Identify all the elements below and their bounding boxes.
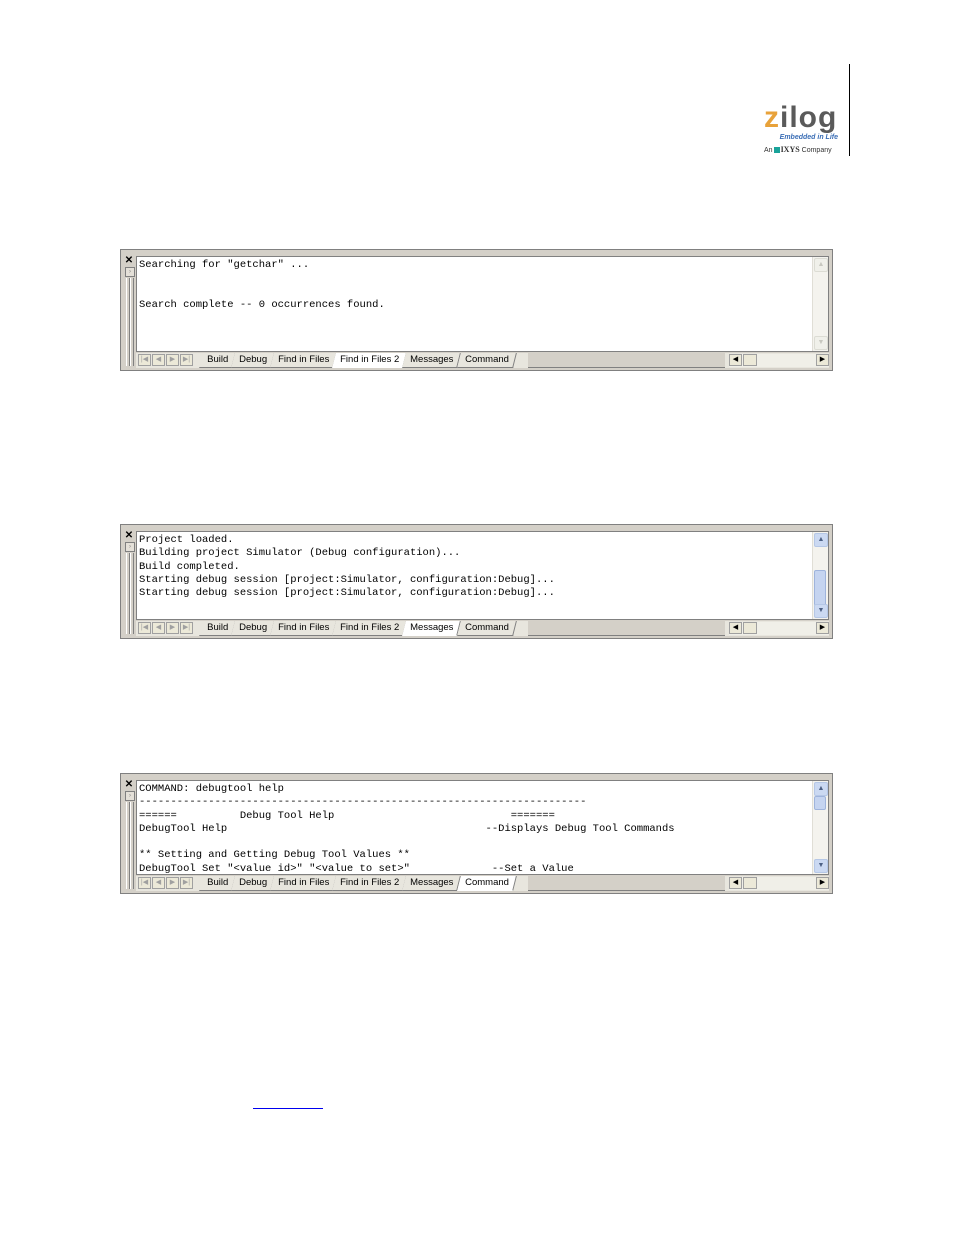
- vertical-scroll-thumb[interactable]: [814, 570, 826, 606]
- output-window-command: [120, 773, 833, 894]
- tab-find-in-files-2[interactable]: Find in Files 2: [332, 876, 407, 891]
- pin-icon[interactable]: ›: [125, 542, 135, 552]
- horizontal-scrollbar[interactable]: [729, 877, 829, 890]
- tab-find-in-files-2[interactable]: Find in Files 2: [332, 621, 407, 636]
- scroll-right-icon[interactable]: ▶: [816, 622, 829, 634]
- tab-debug[interactable]: Debug: [231, 621, 275, 636]
- tab-build[interactable]: Build: [199, 621, 236, 636]
- output-line: COMMAND: debugtool help: [139, 783, 284, 795]
- scroll-up-icon[interactable]: ▲: [814, 258, 828, 272]
- output-line: ** Setting and Getting Debug Tool Values **: [139, 849, 410, 862]
- scroll-up-icon[interactable]: ▲: [814, 533, 828, 547]
- tab-bar: [136, 621, 829, 636]
- scroll-right-icon[interactable]: ▶: [816, 354, 829, 366]
- close-icon[interactable]: ✕: [124, 255, 134, 266]
- tab-list: [202, 876, 515, 891]
- output-text: [139, 259, 811, 351]
- last-tab-icon[interactable]: ▶|: [180, 877, 193, 889]
- output-text: [139, 534, 811, 619]
- first-tab-icon[interactable]: |◀: [138, 877, 151, 889]
- output-line: ====== Debug Tool Help =======: [139, 809, 555, 822]
- tab-debug[interactable]: Debug: [231, 876, 275, 891]
- output-window-messages: [120, 524, 833, 639]
- scroll-down-icon[interactable]: ▼: [814, 336, 828, 350]
- close-icon[interactable]: ✕: [124, 779, 134, 790]
- vertical-scroll-thumb[interactable]: [814, 796, 826, 810]
- grip-bar: [130, 278, 134, 366]
- vertical-scrollbar[interactable]: [812, 781, 828, 874]
- tab-messages[interactable]: Messages: [403, 876, 462, 891]
- output-text: [139, 783, 811, 874]
- grip-bar: [130, 553, 134, 634]
- next-tab-icon[interactable]: ▶: [166, 622, 179, 634]
- output-line: Searching for "getchar" ...: [139, 259, 310, 271]
- first-tab-icon[interactable]: |◀: [138, 622, 151, 634]
- tab-list: [202, 353, 515, 368]
- tab-bar: [136, 876, 829, 891]
- vertical-scrollbar[interactable]: [812, 257, 828, 351]
- vertical-scrollbar[interactable]: [812, 532, 828, 619]
- output-area[interactable]: [136, 780, 829, 875]
- pin-icon[interactable]: ›: [125, 267, 135, 277]
- grip-bar: [130, 802, 134, 889]
- scroll-down-icon[interactable]: ▼: [814, 859, 828, 873]
- last-tab-icon[interactable]: ▶|: [180, 354, 193, 366]
- horizontal-scroll-thumb[interactable]: [743, 622, 757, 634]
- output-line: [139, 836, 811, 849]
- output-area[interactable]: [136, 256, 829, 352]
- tab-find-in-files[interactable]: Find in Files: [270, 621, 337, 636]
- prev-tab-icon[interactable]: ◀: [152, 877, 165, 889]
- scroll-left-icon[interactable]: ◀: [729, 877, 742, 889]
- logo-wordmark: zilog: [764, 101, 838, 134]
- horizontal-scrollbar[interactable]: [729, 622, 829, 635]
- tab-command[interactable]: Command: [457, 876, 517, 891]
- ixys-square-icon: [774, 147, 780, 153]
- dock-grip[interactable]: [123, 780, 135, 889]
- header-divider: [849, 64, 850, 156]
- next-tab-icon[interactable]: ▶: [166, 877, 179, 889]
- zilog-logo: [758, 103, 848, 158]
- output-line: Search complete -- 0 occurrences found.: [139, 298, 385, 311]
- prev-tab-icon[interactable]: ◀: [152, 622, 165, 634]
- dock-grip[interactable]: [123, 256, 135, 366]
- tab-messages[interactable]: Messages: [403, 353, 462, 368]
- output-line: Building project Simulator (Debug configuration)...: [139, 547, 461, 560]
- scroll-right-icon[interactable]: ▶: [816, 877, 829, 889]
- close-icon[interactable]: ✕: [124, 530, 134, 541]
- tab-messages[interactable]: Messages: [403, 621, 462, 636]
- output-line: Starting debug session [project:Simulator, configuration:Debug]...: [139, 587, 555, 600]
- first-tab-icon[interactable]: |◀: [138, 354, 151, 366]
- tab-command[interactable]: Command: [457, 621, 517, 636]
- tab-list: [202, 621, 515, 636]
- next-tab-icon[interactable]: ▶: [166, 354, 179, 366]
- output-line: Project loaded.: [139, 534, 234, 546]
- scroll-down-icon[interactable]: ▼: [814, 604, 828, 618]
- tab-find-in-files-2[interactable]: Find in Files 2: [332, 353, 407, 368]
- output-window-find-in-files-2: [120, 249, 833, 371]
- scroll-left-icon[interactable]: ◀: [729, 622, 742, 634]
- logo-company: An IXYS Company: [764, 145, 832, 154]
- output-line: [139, 286, 811, 299]
- prev-tab-icon[interactable]: ◀: [152, 354, 165, 366]
- output-line: [139, 272, 811, 285]
- dock-grip[interactable]: [123, 531, 135, 634]
- scroll-left-icon[interactable]: ◀: [729, 354, 742, 366]
- tab-find-in-files[interactable]: Find in Files: [270, 876, 337, 891]
- tab-command[interactable]: Command: [457, 353, 517, 368]
- output-line: -----------------------------------------------------------------------: [139, 796, 587, 809]
- output-line: DebugTool Set "<value id>" "<value to set>" --Set a Value: [139, 862, 574, 874]
- hyperlink-underline[interactable]: [253, 1108, 323, 1109]
- horizontal-scrollbar[interactable]: [729, 354, 829, 367]
- output-line: Starting debug session [project:Simulator, configuration:Debug]...: [139, 573, 555, 586]
- tab-build[interactable]: Build: [199, 353, 236, 368]
- tab-debug[interactable]: Debug: [231, 353, 275, 368]
- last-tab-icon[interactable]: ▶|: [180, 622, 193, 634]
- scroll-up-icon[interactable]: ▲: [814, 782, 828, 796]
- output-line: Build completed.: [139, 560, 240, 573]
- tab-build[interactable]: Build: [199, 876, 236, 891]
- horizontal-scroll-thumb[interactable]: [743, 354, 757, 366]
- horizontal-scroll-thumb[interactable]: [743, 877, 757, 889]
- output-area[interactable]: [136, 531, 829, 620]
- output-line: DebugTool Help --Displays Debug Tool Commands: [139, 822, 675, 835]
- pin-icon[interactable]: ›: [125, 791, 135, 801]
- tab-bar: [136, 353, 829, 368]
- logo-tagline: Embedded in Life: [779, 134, 838, 141]
- tab-find-in-files[interactable]: Find in Files: [270, 353, 337, 368]
